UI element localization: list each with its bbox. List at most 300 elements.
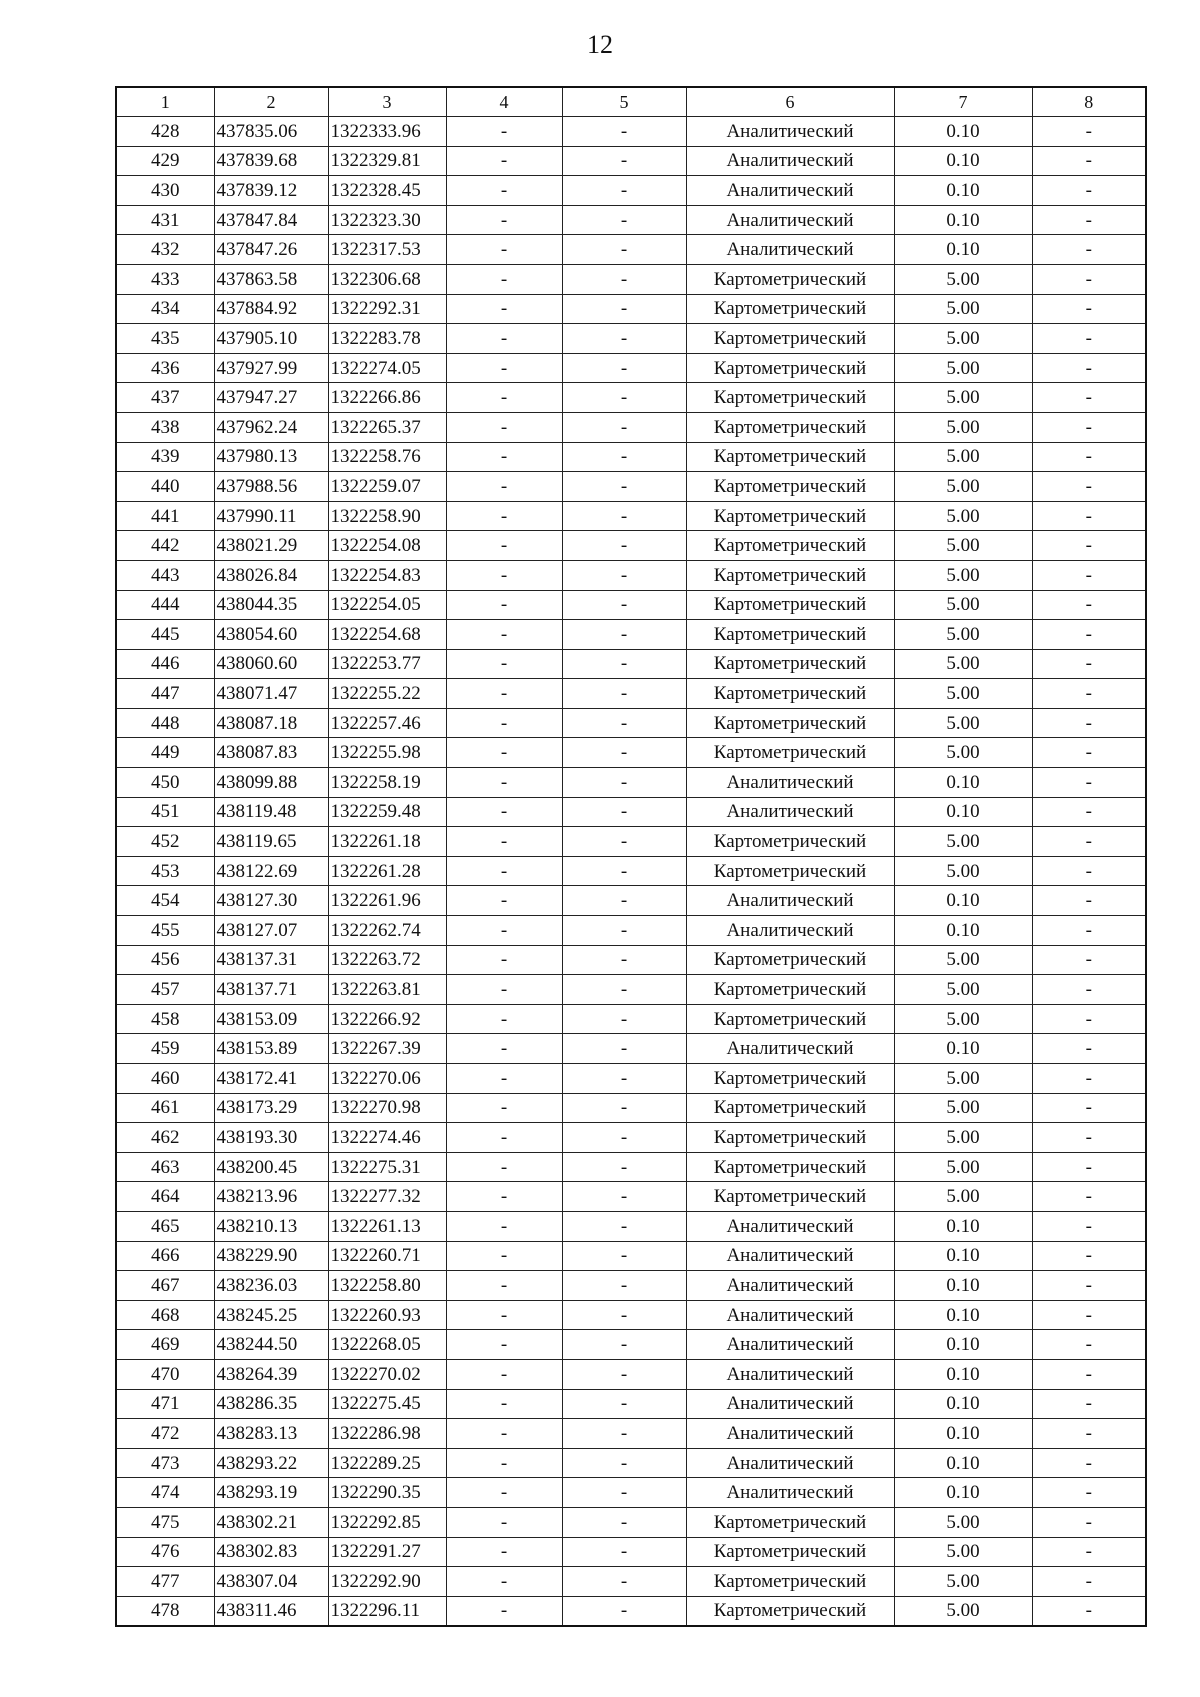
x-coordinate-cell: 438193.30 [214, 1123, 328, 1153]
col8-cell: - [1032, 1419, 1146, 1449]
accuracy-cell: 5.00 [894, 649, 1032, 679]
table-row [116, 294, 1146, 324]
method-cell: Картометрический [686, 294, 894, 324]
method-cell: Картометрический [686, 1004, 894, 1034]
col4-cell: - [446, 531, 562, 561]
point-number-cell: 444 [116, 590, 214, 620]
col8-cell: - [1032, 383, 1146, 413]
col5-cell: - [562, 560, 686, 590]
accuracy-cell: 0.10 [894, 768, 1032, 798]
table-row [116, 1300, 1146, 1330]
x-coordinate-cell: 438153.09 [214, 1004, 328, 1034]
x-coordinate-cell: 437927.99 [214, 353, 328, 383]
col4-cell: - [446, 1567, 562, 1597]
col5-cell: - [562, 1004, 686, 1034]
col4-cell: - [446, 679, 562, 709]
table-row [116, 797, 1146, 827]
point-number-cell: 437 [116, 383, 214, 413]
point-number-cell: 478 [116, 1596, 214, 1626]
y-coordinate-cell: 1322254.05 [328, 590, 446, 620]
accuracy-cell: 0.10 [894, 916, 1032, 946]
accuracy-cell: 5.00 [894, 531, 1032, 561]
col4-cell: - [446, 501, 562, 531]
col8-cell: - [1032, 590, 1146, 620]
y-coordinate-cell: 1322317.53 [328, 235, 446, 265]
x-coordinate-cell: 438210.13 [214, 1211, 328, 1241]
col4-cell: - [446, 1123, 562, 1153]
point-number-cell: 460 [116, 1064, 214, 1094]
col4-cell: - [446, 649, 562, 679]
col8-cell: - [1032, 1596, 1146, 1626]
col4-cell: - [446, 1211, 562, 1241]
col5-cell: - [562, 827, 686, 857]
col5-cell: - [562, 205, 686, 235]
col5-cell: - [562, 353, 686, 383]
col5-cell: - [562, 442, 686, 472]
table-row [116, 1241, 1146, 1271]
table-row [116, 1448, 1146, 1478]
col5-cell: - [562, 383, 686, 413]
method-cell: Аналитический [686, 1389, 894, 1419]
accuracy-cell: 5.00 [894, 679, 1032, 709]
col8-cell: - [1032, 649, 1146, 679]
y-coordinate-cell: 1322257.46 [328, 708, 446, 738]
y-coordinate-cell: 1322263.72 [328, 945, 446, 975]
table-row [116, 620, 1146, 650]
point-number-cell: 467 [116, 1271, 214, 1301]
accuracy-cell: 0.10 [894, 797, 1032, 827]
method-cell: Картометрический [686, 1123, 894, 1153]
col8-cell: - [1032, 176, 1146, 206]
table-row [116, 146, 1146, 176]
method-cell: Картометрический [686, 1064, 894, 1094]
point-number-cell: 466 [116, 1241, 214, 1271]
x-coordinate-cell: 438127.30 [214, 886, 328, 916]
column-header: 5 [562, 87, 686, 117]
col5-cell: - [562, 1567, 686, 1597]
column-header: 6 [686, 87, 894, 117]
accuracy-cell: 5.00 [894, 945, 1032, 975]
col5-cell: - [562, 856, 686, 886]
x-coordinate-cell: 438137.71 [214, 975, 328, 1005]
table-row [116, 1359, 1146, 1389]
point-number-cell: 441 [116, 501, 214, 531]
col8-cell: - [1032, 1034, 1146, 1064]
y-coordinate-cell: 1322254.08 [328, 531, 446, 561]
x-coordinate-cell: 438044.35 [214, 590, 328, 620]
col5-cell: - [562, 1152, 686, 1182]
col8-cell: - [1032, 1537, 1146, 1567]
x-coordinate-cell: 438054.60 [214, 620, 328, 650]
method-cell: Аналитический [686, 1300, 894, 1330]
col4-cell: - [446, 353, 562, 383]
col5-cell: - [562, 472, 686, 502]
accuracy-cell: 5.00 [894, 1123, 1032, 1153]
accuracy-cell: 5.00 [894, 708, 1032, 738]
table-header-row [116, 87, 1146, 117]
accuracy-cell: 5.00 [894, 501, 1032, 531]
method-cell: Аналитический [686, 205, 894, 235]
method-cell: Картометрический [686, 975, 894, 1005]
accuracy-cell: 5.00 [894, 1004, 1032, 1034]
col8-cell: - [1032, 856, 1146, 886]
accuracy-cell: 5.00 [894, 738, 1032, 768]
table-row [116, 1271, 1146, 1301]
col5-cell: - [562, 590, 686, 620]
col4-cell: - [446, 235, 562, 265]
col5-cell: - [562, 679, 686, 709]
col8-cell: - [1032, 472, 1146, 502]
table-row [116, 856, 1146, 886]
accuracy-cell: 0.10 [894, 1241, 1032, 1271]
accuracy-cell: 0.10 [894, 1389, 1032, 1419]
accuracy-cell: 0.10 [894, 886, 1032, 916]
accuracy-cell: 5.00 [894, 1537, 1032, 1567]
y-coordinate-cell: 1322292.85 [328, 1507, 446, 1537]
method-cell: Картометрический [686, 1596, 894, 1626]
col4-cell: - [446, 945, 562, 975]
accuracy-cell: 5.00 [894, 1567, 1032, 1597]
method-cell: Картометрический [686, 324, 894, 354]
point-number-cell: 459 [116, 1034, 214, 1064]
col4-cell: - [446, 294, 562, 324]
x-coordinate-cell: 438229.90 [214, 1241, 328, 1271]
y-coordinate-cell: 1322258.80 [328, 1271, 446, 1301]
point-number-cell: 440 [116, 472, 214, 502]
col5-cell: - [562, 1330, 686, 1360]
point-number-cell: 474 [116, 1478, 214, 1508]
point-number-cell: 448 [116, 708, 214, 738]
method-cell: Картометрический [686, 708, 894, 738]
y-coordinate-cell: 1322266.92 [328, 1004, 446, 1034]
method-cell: Аналитический [686, 886, 894, 916]
table-row [116, 264, 1146, 294]
method-cell: Аналитический [686, 1034, 894, 1064]
col5-cell: - [562, 1507, 686, 1537]
accuracy-cell: 5.00 [894, 590, 1032, 620]
accuracy-cell: 5.00 [894, 1064, 1032, 1094]
col8-cell: - [1032, 1359, 1146, 1389]
point-number-cell: 463 [116, 1152, 214, 1182]
table-row [116, 1507, 1146, 1537]
accuracy-cell: 0.10 [894, 1330, 1032, 1360]
table-row [116, 1567, 1146, 1597]
method-cell: Аналитический [686, 1478, 894, 1508]
point-number-cell: 457 [116, 975, 214, 1005]
accuracy-cell: 5.00 [894, 442, 1032, 472]
y-coordinate-cell: 1322274.46 [328, 1123, 446, 1153]
col4-cell: - [446, 1064, 562, 1094]
method-cell: Картометрический [686, 738, 894, 768]
point-number-cell: 431 [116, 205, 214, 235]
x-coordinate-cell: 437980.13 [214, 442, 328, 472]
col5-cell: - [562, 1419, 686, 1449]
point-number-cell: 435 [116, 324, 214, 354]
method-cell: Картометрический [686, 264, 894, 294]
x-coordinate-cell: 438302.83 [214, 1537, 328, 1567]
col8-cell: - [1032, 1093, 1146, 1123]
column-header: 4 [446, 87, 562, 117]
point-number-cell: 451 [116, 797, 214, 827]
col5-cell: - [562, 1478, 686, 1508]
y-coordinate-cell: 1322263.81 [328, 975, 446, 1005]
x-coordinate-cell: 437863.58 [214, 264, 328, 294]
col8-cell: - [1032, 768, 1146, 798]
point-number-cell: 472 [116, 1419, 214, 1449]
table-row [116, 649, 1146, 679]
column-header: 1 [116, 87, 214, 117]
col8-cell: - [1032, 1241, 1146, 1271]
table-row [116, 1182, 1146, 1212]
point-number-cell: 458 [116, 1004, 214, 1034]
x-coordinate-cell: 438264.39 [214, 1359, 328, 1389]
y-coordinate-cell: 1322262.74 [328, 916, 446, 946]
table-row [116, 768, 1146, 798]
point-number-cell: 475 [116, 1507, 214, 1537]
col4-cell: - [446, 1330, 562, 1360]
table-row [116, 117, 1146, 147]
x-coordinate-cell: 438060.60 [214, 649, 328, 679]
col5-cell: - [562, 1034, 686, 1064]
col4-cell: - [446, 117, 562, 147]
x-coordinate-cell: 438127.07 [214, 916, 328, 946]
col4-cell: - [446, 412, 562, 442]
col4-cell: - [446, 442, 562, 472]
col5-cell: - [562, 620, 686, 650]
col8-cell: - [1032, 1123, 1146, 1153]
col8-cell: - [1032, 205, 1146, 235]
point-number-cell: 465 [116, 1211, 214, 1241]
x-coordinate-cell: 438307.04 [214, 1567, 328, 1597]
col8-cell: - [1032, 1507, 1146, 1537]
col8-cell: - [1032, 916, 1146, 946]
accuracy-cell: 5.00 [894, 1596, 1032, 1626]
col4-cell: - [446, 1004, 562, 1034]
col8-cell: - [1032, 886, 1146, 916]
page-number: 12 [587, 30, 613, 59]
method-cell: Картометрический [686, 856, 894, 886]
table-row [116, 1034, 1146, 1064]
x-coordinate-cell: 437847.84 [214, 205, 328, 235]
method-cell: Картометрический [686, 1537, 894, 1567]
y-coordinate-cell: 1322268.05 [328, 1330, 446, 1360]
y-coordinate-cell: 1322306.68 [328, 264, 446, 294]
method-cell: Аналитический [686, 1359, 894, 1389]
x-coordinate-cell: 438302.21 [214, 1507, 328, 1537]
col5-cell: - [562, 1448, 686, 1478]
x-coordinate-cell: 437847.26 [214, 235, 328, 265]
col5-cell: - [562, 501, 686, 531]
y-coordinate-cell: 1322283.78 [328, 324, 446, 354]
col5-cell: - [562, 768, 686, 798]
method-cell: Картометрический [686, 649, 894, 679]
col8-cell: - [1032, 1478, 1146, 1508]
x-coordinate-cell: 438213.96 [214, 1182, 328, 1212]
y-coordinate-cell: 1322265.37 [328, 412, 446, 442]
point-number-cell: 449 [116, 738, 214, 768]
accuracy-cell: 5.00 [894, 264, 1032, 294]
y-coordinate-cell: 1322258.76 [328, 442, 446, 472]
y-coordinate-cell: 1322333.96 [328, 117, 446, 147]
y-coordinate-cell: 1322289.25 [328, 1448, 446, 1478]
method-cell: Аналитический [686, 1419, 894, 1449]
table-row [116, 324, 1146, 354]
method-cell: Аналитический [686, 1330, 894, 1360]
col4-cell: - [446, 1389, 562, 1419]
accuracy-cell: 5.00 [894, 1507, 1032, 1537]
accuracy-cell: 0.10 [894, 235, 1032, 265]
col5-cell: - [562, 235, 686, 265]
x-coordinate-cell: 438122.69 [214, 856, 328, 886]
method-cell: Аналитический [686, 176, 894, 206]
table-row [116, 1064, 1146, 1094]
x-coordinate-cell: 438244.50 [214, 1330, 328, 1360]
y-coordinate-cell: 1322259.48 [328, 797, 446, 827]
method-cell: Аналитический [686, 1271, 894, 1301]
point-number-cell: 447 [116, 679, 214, 709]
col4-cell: - [446, 768, 562, 798]
table-row [116, 1537, 1146, 1567]
table-row [116, 560, 1146, 590]
accuracy-cell: 5.00 [894, 294, 1032, 324]
col4-cell: - [446, 1359, 562, 1389]
point-number-cell: 434 [116, 294, 214, 324]
col5-cell: - [562, 1300, 686, 1330]
y-coordinate-cell: 1322254.83 [328, 560, 446, 590]
x-coordinate-cell: 438173.29 [214, 1093, 328, 1123]
col8-cell: - [1032, 117, 1146, 147]
table-row [116, 531, 1146, 561]
col4-cell: - [446, 1182, 562, 1212]
table-row [116, 205, 1146, 235]
col8-cell: - [1032, 1182, 1146, 1212]
x-coordinate-cell: 437962.24 [214, 412, 328, 442]
x-coordinate-cell: 437884.92 [214, 294, 328, 324]
col8-cell: - [1032, 738, 1146, 768]
x-coordinate-cell: 437835.06 [214, 117, 328, 147]
point-number-cell: 464 [116, 1182, 214, 1212]
table-row [116, 679, 1146, 709]
point-number-cell: 455 [116, 916, 214, 946]
point-number-cell: 454 [116, 886, 214, 916]
method-cell: Картометрический [686, 560, 894, 590]
method-cell: Аналитический [686, 1241, 894, 1271]
x-coordinate-cell: 438021.29 [214, 531, 328, 561]
x-coordinate-cell: 438087.83 [214, 738, 328, 768]
col5-cell: - [562, 1389, 686, 1419]
point-number-cell: 471 [116, 1389, 214, 1419]
table-body [116, 117, 1146, 1627]
col5-cell: - [562, 1359, 686, 1389]
method-cell: Картометрический [686, 1567, 894, 1597]
col4-cell: - [446, 1241, 562, 1271]
point-number-cell: 476 [116, 1537, 214, 1567]
col8-cell: - [1032, 1271, 1146, 1301]
col4-cell: - [446, 1448, 562, 1478]
method-cell: Аналитический [686, 768, 894, 798]
x-coordinate-cell: 437839.68 [214, 146, 328, 176]
accuracy-cell: 5.00 [894, 620, 1032, 650]
x-coordinate-cell: 437990.11 [214, 501, 328, 531]
accuracy-cell: 5.00 [894, 856, 1032, 886]
col4-cell: - [446, 916, 562, 946]
accuracy-cell: 0.10 [894, 117, 1032, 147]
table-row [116, 975, 1146, 1005]
col4-cell: - [446, 620, 562, 650]
col4-cell: - [446, 205, 562, 235]
col8-cell: - [1032, 827, 1146, 857]
col5-cell: - [562, 1123, 686, 1153]
method-cell: Картометрический [686, 501, 894, 531]
table-row [116, 442, 1146, 472]
y-coordinate-cell: 1322255.22 [328, 679, 446, 709]
x-coordinate-cell: 438200.45 [214, 1152, 328, 1182]
y-coordinate-cell: 1322275.31 [328, 1152, 446, 1182]
col4-cell: - [446, 1507, 562, 1537]
col8-cell: - [1032, 353, 1146, 383]
point-number-cell: 477 [116, 1567, 214, 1597]
col5-cell: - [562, 176, 686, 206]
y-coordinate-cell: 1322261.96 [328, 886, 446, 916]
col8-cell: - [1032, 975, 1146, 1005]
x-coordinate-cell: 438119.48 [214, 797, 328, 827]
accuracy-cell: 0.10 [894, 1034, 1032, 1064]
y-coordinate-cell: 1322253.77 [328, 649, 446, 679]
col5-cell: - [562, 264, 686, 294]
y-coordinate-cell: 1322266.86 [328, 383, 446, 413]
accuracy-cell: 0.10 [894, 1271, 1032, 1301]
col4-cell: - [446, 146, 562, 176]
table-row [116, 1389, 1146, 1419]
y-coordinate-cell: 1322260.71 [328, 1241, 446, 1271]
table-row [116, 383, 1146, 413]
col8-cell: - [1032, 294, 1146, 324]
table-row [116, 1419, 1146, 1449]
table-row [116, 1152, 1146, 1182]
y-coordinate-cell: 1322292.31 [328, 294, 446, 324]
y-coordinate-cell: 1322329.81 [328, 146, 446, 176]
method-cell: Аналитический [686, 1448, 894, 1478]
accuracy-cell: 5.00 [894, 353, 1032, 383]
col8-cell: - [1032, 1300, 1146, 1330]
accuracy-cell: 5.00 [894, 383, 1032, 413]
y-coordinate-cell: 1322286.98 [328, 1419, 446, 1449]
col4-cell: - [446, 708, 562, 738]
point-number-cell: 462 [116, 1123, 214, 1153]
method-cell: Картометрический [686, 472, 894, 502]
coordinates-table [115, 86, 1147, 1627]
y-coordinate-cell: 1322277.32 [328, 1182, 446, 1212]
method-cell: Картометрический [686, 1507, 894, 1537]
accuracy-cell: 0.10 [894, 1359, 1032, 1389]
y-coordinate-cell: 1322270.06 [328, 1064, 446, 1094]
table-row [116, 827, 1146, 857]
col8-cell: - [1032, 708, 1146, 738]
col4-cell: - [446, 738, 562, 768]
y-coordinate-cell: 1322328.45 [328, 176, 446, 206]
method-cell: Картометрический [686, 679, 894, 709]
table-row [116, 472, 1146, 502]
col8-cell: - [1032, 1004, 1146, 1034]
col8-cell: - [1032, 797, 1146, 827]
y-coordinate-cell: 1322275.45 [328, 1389, 446, 1419]
y-coordinate-cell: 1322296.11 [328, 1596, 446, 1626]
accuracy-cell: 5.00 [894, 827, 1032, 857]
method-cell: Аналитический [686, 117, 894, 147]
accuracy-cell: 5.00 [894, 1182, 1032, 1212]
y-coordinate-cell: 1322291.27 [328, 1537, 446, 1567]
x-coordinate-cell: 438153.89 [214, 1034, 328, 1064]
